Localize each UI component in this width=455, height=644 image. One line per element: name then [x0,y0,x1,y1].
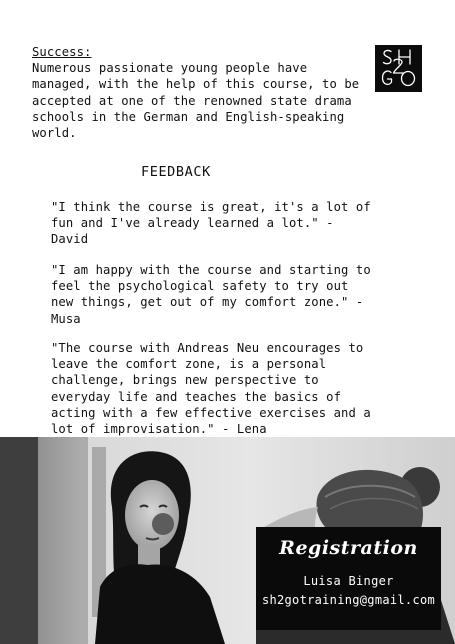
success-text: Numerous passionate young people have managed, with the help of this course, to be accepted at one of the renowned state drama schools in the German and English-speaking world. [32,61,360,141]
contact-name: Luisa Binger [303,574,394,588]
feedback-quote-lena: "The course with Andreas Neu encourages to leave the comfort zone, is a personal challenge, brings new perspective to everyday life and teaches the basics of acting with a few effective exercises and a lot of improvisation." - Lena [51,341,371,437]
contact-email-link[interactable]: sh2gotraining@gmail.com [261,593,436,607]
sh2go-logo [375,45,422,92]
feedback-title: FEEDBACK [141,164,211,180]
success-section [32,44,362,141]
sh2go-logo-icon [375,45,422,92]
feedback-quote-david: "I think the course is great, it's a lot of fun and I've already learned a lot." - David [51,200,371,247]
feedback-quote-musa: "I am happy with the course and starting to feel the psychological safety to try out new things, get out of my comfort zone." - Musa [51,263,371,326]
registration-title: Registration [279,537,418,559]
success-heading: Success: [32,45,92,59]
registration-box [256,527,441,630]
